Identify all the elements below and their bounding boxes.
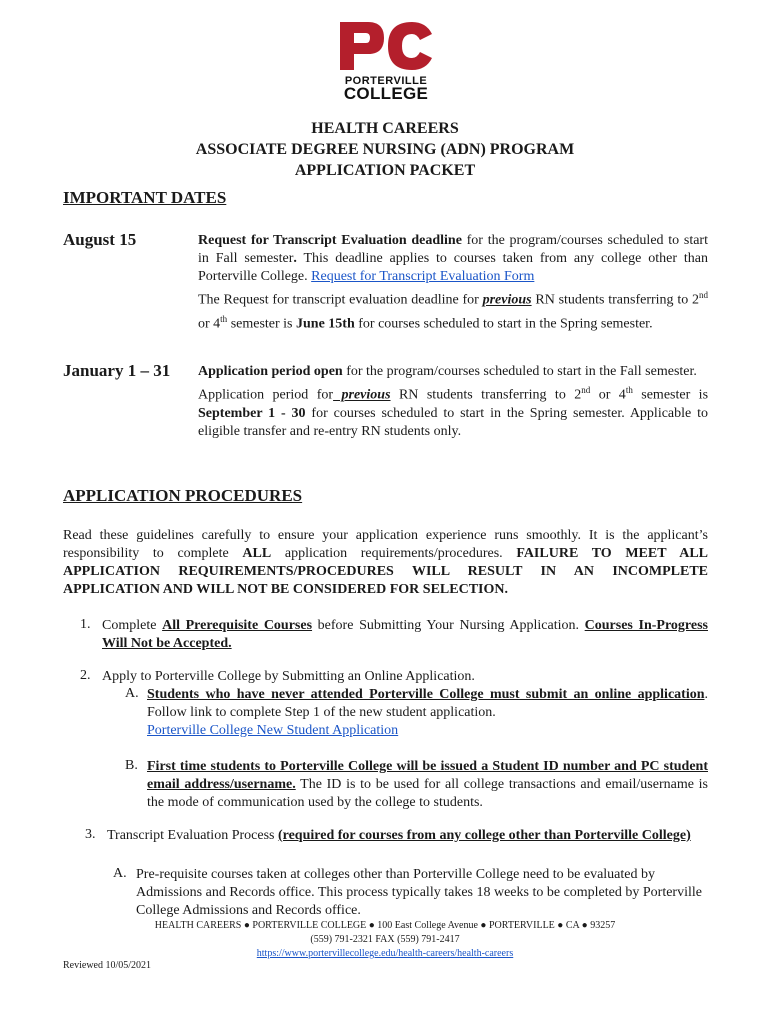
- reviewed-date: Reviewed 10/05/2021: [63, 960, 152, 971]
- transcript-deadline-label: Request for Transcript Evaluation deadline: [198, 233, 462, 248]
- footer-address: HEALTH CAREERS ● PORTERVILLE COLLEGE ● 100 East College Avenue ● PORTERVILLE ● CA ● 93257: [154, 920, 616, 931]
- item-1-prerequisites: Complete All Prerequisite Courses before Submitting Your Nursing Application. Courses In-Progress Will Not be Accepted.: [102, 618, 708, 651]
- footer-website-link[interactable]: https://www.portervillecollege.edu/health-careers/health-careers: [256, 948, 514, 959]
- item-3-transcript-evaluation: Transcript Evaluation Process (required for courses from any college other than Porterville College): [107, 828, 691, 843]
- procedures-intro: Read these guidelines carefully to ensure your application experience runs smoothly. It is the applicant’s responsibility to complete ALL application requirements/procedures. FAILURE TO MEET ALL APPLICATION REQUIREMENTS/PROCEDURES WILL RESULT IN AN INCOMPLETE APPLICATION AND WILL NOT BE CONSIDERED FOR SELECTION.: [63, 528, 708, 597]
- date-january-1-31: January 1 – 31: [63, 361, 171, 380]
- application-period-open-label: Application period open: [198, 364, 343, 379]
- item-1-number: 1.: [80, 617, 91, 632]
- porterville-college-logo: [338, 20, 434, 102]
- logo-text-porterville: PORTERVILLE: [344, 75, 428, 87]
- application-procedures-heading: [63, 486, 302, 506]
- item-2-apply-online: Apply to Porterville College by Submitting an Online Application.: [102, 669, 475, 684]
- date-august-15: August 15: [63, 230, 137, 249]
- application-procedures-heading-text: APPLICATION PROCEDURES: [63, 486, 303, 505]
- footer-phone-fax: (559) 791-2321 FAX (559) 791-2417: [310, 934, 460, 945]
- failure-warning: FAILURE TO MEET ALL APPLICATION REQUIREMENTS/PROCEDURES WILL RESULT IN AN INCOMPLETE APPLICATION AND WILL NOT BE CONSIDERED FOR SELECTION.: [63, 546, 708, 597]
- title-application-packet: APPLICATION PACKET: [294, 162, 476, 179]
- important-dates-heading: [63, 188, 226, 208]
- transcript-evaluation-form-link[interactable]: Request for Transcript Evaluation Form: [311, 269, 535, 284]
- title-health-careers: HEALTH CAREERS: [311, 120, 459, 137]
- item-3a-label: A.: [113, 866, 127, 881]
- item-2a-new-students: Students who have never attended Porterville College must submit an online application. Follow link to complete Step 1 of the new student application. Porterville College New Student Application: [147, 687, 708, 738]
- title-adn-program: ASSOCIATE DEGREE NURSING (ADN) PROGRAM: [195, 141, 575, 158]
- footer-website: [0, 946, 770, 961]
- new-student-application-link[interactable]: Porterville College New Student Application: [147, 723, 399, 738]
- logo-text-college: COLLEGE: [343, 84, 429, 103]
- item-2a-label: A.: [125, 686, 139, 701]
- item-2b-label: B.: [125, 758, 138, 773]
- item-3-number: 3.: [85, 827, 96, 842]
- pc-logo-mark: [338, 20, 434, 72]
- january-application-description: Application period open for the program/courses scheduled to start in the Fall semester. Application period for previous RN students transferring to 2nd or 4th semester is September 1 - 30 for courses scheduled to start in the Spring semester. Applicable to eligible transfer and re-entry RN students only.: [198, 364, 709, 439]
- august-deadline-description: Request for Transcript Evaluation deadline for the program/courses scheduled to start in Fall semester. This deadline applies to courses taken from any college other than Porterville College. Request for Transcript Evaluation Form The Request for transcript evaluation deadline for previous RN students transferring to 2nd or 4th semester is June 15th for courses scheduled to start in the Spring semester.: [198, 233, 709, 332]
- item-2b-student-id: First time students to Porterville College will be issued a Student ID number and PC student email address/username. The ID is to be used for all college transactions and email/username is the mode of communication used by the college to students.: [147, 759, 708, 810]
- important-dates-heading-text: IMPORTANT DATES: [63, 188, 227, 207]
- item-2-number: 2.: [80, 668, 91, 683]
- item-3a-prerequisite-evaluation: Pre-requisite courses taken at colleges other than Porterville College need to be evaluated by Admissions and Records office. This process typically takes 18 weeks to be completed by Porterville College Admissions and Records office.: [136, 867, 702, 918]
